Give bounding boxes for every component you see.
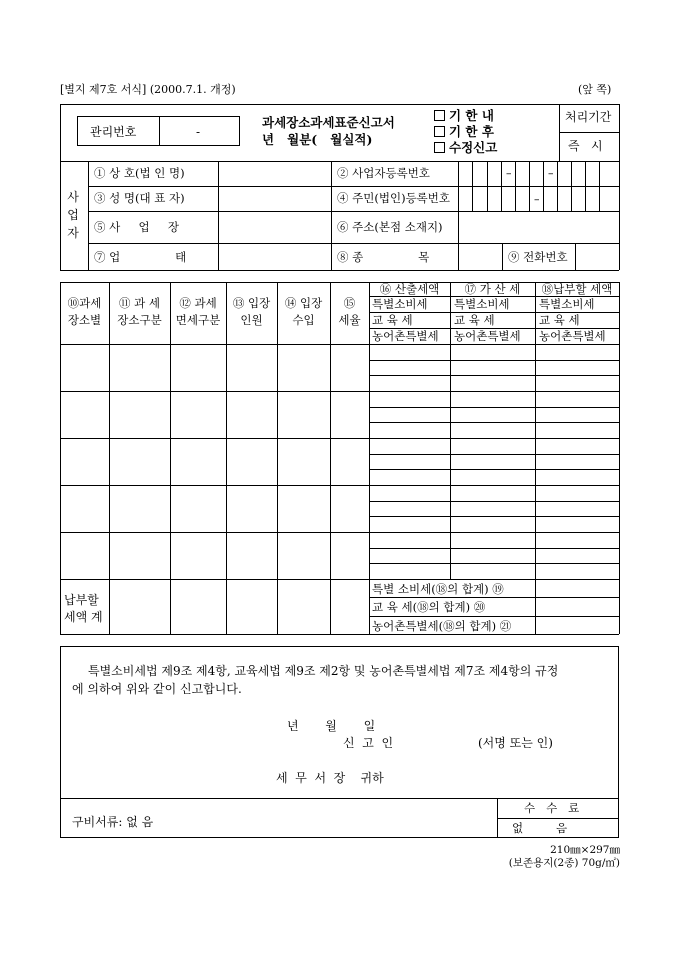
dash-separator: – xyxy=(548,167,554,180)
tax-type-rural: 농어촌특별세 xyxy=(372,329,439,343)
col-header-admission-revenue: ⑭ 입장 수입 xyxy=(284,296,323,327)
declaration-text-line1: 특별소비세법 제9조 제4항, 교육세법 제9조 제2항 및 농어촌특별세법 제7조 제4항의 규정 xyxy=(88,664,559,678)
col-header-place-type: ⑪ 과 세 장소구분 xyxy=(117,296,162,327)
field-workplace: ⑤ 사 업 장 xyxy=(94,220,180,234)
paper-type: (보존용지(2종) 70g/㎡) xyxy=(508,857,620,869)
checkbox-icon[interactable] xyxy=(434,110,445,121)
tax-group-calculated: ⑯ 산출세액 xyxy=(379,282,440,296)
page-side: (앞 쪽) xyxy=(578,83,612,96)
declaration-text-line2: 에 의하여 위와 같이 신고합니다. xyxy=(72,682,242,696)
declarant-label: 신 고 인 xyxy=(343,736,394,750)
total-rural: 농어촌특별세(⑱의 합계) ㉑ xyxy=(372,619,512,633)
field-resident-reg-no: ④ 주민(법인)등록번호 xyxy=(337,191,451,205)
form-period: 년 월분( 월실적) xyxy=(262,132,373,147)
total-education: 교 육 세(⑱의 합계) ⑳ xyxy=(372,600,486,614)
tax-group-surcharge: ⑰ 가 산 세 xyxy=(464,282,521,296)
business-group-label: 사업자 xyxy=(67,190,79,240)
fee-value: 없 음 xyxy=(512,821,568,835)
addressee: 세 무 서 장 귀하 xyxy=(276,771,384,785)
checkbox-icon[interactable] xyxy=(434,142,445,153)
col-header-place: ⑩과세 장소별 xyxy=(67,296,102,327)
tax-type-rural: 농어촌특별세 xyxy=(454,329,521,343)
col-header-tax-rate: ⑮ 세율 xyxy=(338,296,361,327)
checkbox-icon[interactable] xyxy=(434,126,445,137)
tax-group-payable: ⑱납부할 세액 xyxy=(541,282,613,296)
option-amended[interactable]: 수정신고 xyxy=(434,142,497,155)
declaration-date[interactable]: 년 월 일 xyxy=(287,719,376,733)
fee-label: 수 수 료 xyxy=(524,801,580,815)
tax-type-education: 교 육 세 xyxy=(372,313,413,327)
signature-label[interactable]: (서명 또는 인) xyxy=(478,736,553,750)
required-docs: 구비서류: 없 음 xyxy=(72,815,154,829)
period-label: 처리기간 xyxy=(565,110,612,124)
field-representative: ③ 성 명(대 표 자) xyxy=(94,191,185,205)
tax-type-rural: 농어촌특별세 xyxy=(539,329,606,343)
tax-type-education: 교 육 세 xyxy=(539,313,580,327)
field-address: ⑥ 주소(본점 소재지) xyxy=(337,220,443,234)
total-payable-label: 납부할 세액 계 xyxy=(64,593,103,624)
dash-separator: – xyxy=(506,167,512,180)
field-business-type: ⑦ 업 태 xyxy=(94,250,187,264)
field-category: ⑧ 종 목 xyxy=(337,250,430,264)
col-header-admissions: ⑬ 입장 인원 xyxy=(232,296,271,327)
col-header-taxable-type: ⑫ 과세 면세구분 xyxy=(175,296,221,327)
tax-type-special-consumption: 특별소비세 xyxy=(454,297,510,311)
option-late[interactable]: 기 한 후 xyxy=(434,126,494,139)
form-id: [별지 제7호 서식] (2000.7.1. 개정) xyxy=(60,83,236,96)
field-business-reg-no: ② 사업자등록번호 xyxy=(337,166,430,180)
mgmt-label: 관리번호 xyxy=(90,125,137,139)
dash-separator: – xyxy=(534,193,540,206)
mgmt-value[interactable]: - xyxy=(196,125,201,139)
field-company-name: ① 상 호(법 인 명) xyxy=(94,166,185,180)
tax-type-special-consumption: 특별소비세 xyxy=(539,297,595,311)
paper-size: 210㎜×297㎜ xyxy=(550,844,620,856)
total-special-consumption: 특별 소비세(⑱의 합계) ⑲ xyxy=(372,582,504,596)
tax-type-special-consumption: 특별소비세 xyxy=(372,297,428,311)
option-on-time[interactable]: 기 한 내 xyxy=(434,110,494,123)
period-value: 즉 시 xyxy=(568,139,603,153)
tax-type-education: 교 육 세 xyxy=(454,313,495,327)
field-phone: ⑨ 전화번호 xyxy=(508,250,568,264)
form-title: 과세장소과세표준신고서 xyxy=(262,115,395,130)
